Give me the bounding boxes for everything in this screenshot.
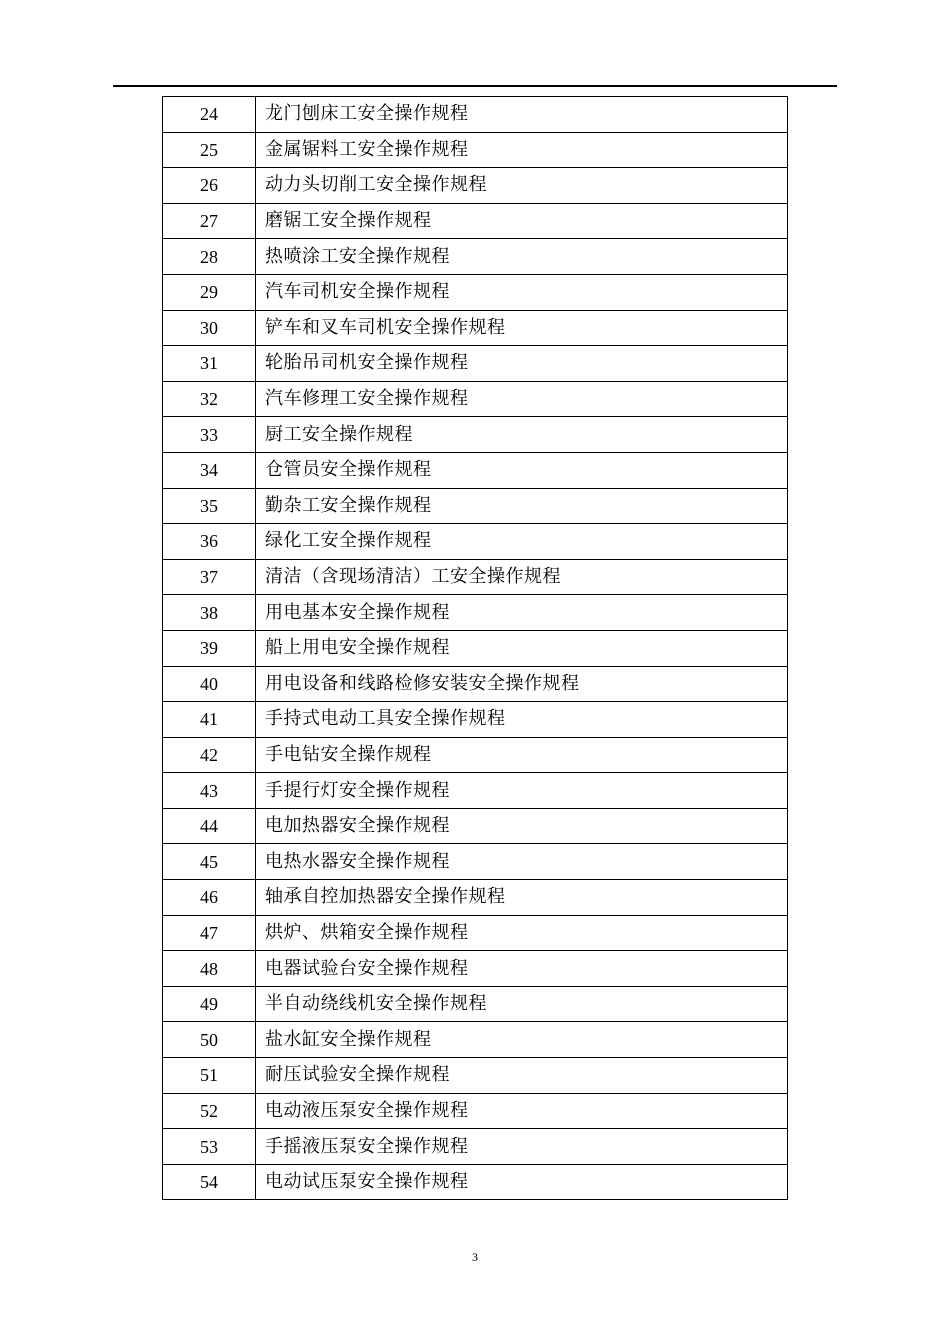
procedure-name: 绿化工安全操作规程 xyxy=(256,524,788,560)
table-row xyxy=(163,452,788,488)
row-number: 38 xyxy=(163,595,256,631)
row-number: 39 xyxy=(163,630,256,666)
row-number: 24 xyxy=(163,97,256,133)
table-row xyxy=(163,239,788,275)
row-number: 34 xyxy=(163,452,256,488)
row-number: 44 xyxy=(163,808,256,844)
row-number: 41 xyxy=(163,702,256,738)
table-row xyxy=(163,274,788,310)
row-number: 42 xyxy=(163,737,256,773)
procedure-name: 动力头切削工安全操作规程 xyxy=(256,168,788,204)
page-number: 3 xyxy=(472,1250,478,1264)
procedure-name: 手摇液压泵安全操作规程 xyxy=(256,1129,788,1165)
table-row xyxy=(163,1129,788,1165)
procedure-name: 手持式电动工具安全操作规程 xyxy=(256,702,788,738)
procedure-name: 手电钻安全操作规程 xyxy=(256,737,788,773)
row-number: 47 xyxy=(163,915,256,951)
table-row xyxy=(163,1093,788,1129)
row-number: 26 xyxy=(163,168,256,204)
header-rule xyxy=(113,85,837,87)
table-row xyxy=(163,808,788,844)
procedure-name: 电加热器安全操作规程 xyxy=(256,808,788,844)
table-row xyxy=(163,737,788,773)
row-number: 52 xyxy=(163,1093,256,1129)
procedure-name: 电器试验台安全操作规程 xyxy=(256,951,788,987)
procedure-name: 勤杂工安全操作规程 xyxy=(256,488,788,524)
table-row xyxy=(163,986,788,1022)
table-row xyxy=(163,880,788,916)
table-row xyxy=(163,381,788,417)
row-number: 50 xyxy=(163,1022,256,1058)
procedure-name: 金属锯料工安全操作规程 xyxy=(256,132,788,168)
procedure-name: 热喷涂工安全操作规程 xyxy=(256,239,788,275)
procedure-name: 磨锯工安全操作规程 xyxy=(256,203,788,239)
procedure-name: 耐压试验安全操作规程 xyxy=(256,1058,788,1094)
procedure-name: 仓管员安全操作规程 xyxy=(256,452,788,488)
row-number: 31 xyxy=(163,346,256,382)
row-number: 53 xyxy=(163,1129,256,1165)
row-number: 25 xyxy=(163,132,256,168)
procedure-name: 电热水器安全操作规程 xyxy=(256,844,788,880)
procedure-name: 电动液压泵安全操作规程 xyxy=(256,1093,788,1129)
table-row xyxy=(163,132,788,168)
procedure-name: 汽车司机安全操作规程 xyxy=(256,274,788,310)
procedure-name: 盐水缸安全操作规程 xyxy=(256,1022,788,1058)
procedure-name: 用电基本安全操作规程 xyxy=(256,595,788,631)
table-row xyxy=(163,559,788,595)
row-number: 40 xyxy=(163,666,256,702)
table-row xyxy=(163,488,788,524)
procedure-name: 半自动绕线机安全操作规程 xyxy=(256,986,788,1022)
row-number: 29 xyxy=(163,274,256,310)
row-number: 54 xyxy=(163,1164,256,1200)
table-row xyxy=(163,524,788,560)
row-number: 51 xyxy=(163,1058,256,1094)
procedure-name: 清洁（含现场清洁）工安全操作规程 xyxy=(256,559,788,595)
table-row xyxy=(163,1022,788,1058)
table-row xyxy=(163,951,788,987)
row-number: 37 xyxy=(163,559,256,595)
table-row xyxy=(163,915,788,951)
procedure-name: 汽车修理工安全操作规程 xyxy=(256,381,788,417)
row-number: 36 xyxy=(163,524,256,560)
row-number: 32 xyxy=(163,381,256,417)
row-number: 49 xyxy=(163,986,256,1022)
table-row xyxy=(163,844,788,880)
table-row xyxy=(163,203,788,239)
table-row xyxy=(163,1058,788,1094)
procedure-name: 电动试压泵安全操作规程 xyxy=(256,1164,788,1200)
table-row xyxy=(163,702,788,738)
table-row xyxy=(163,168,788,204)
procedure-name: 轮胎吊司机安全操作规程 xyxy=(256,346,788,382)
procedure-name: 龙门刨床工安全操作规程 xyxy=(256,97,788,133)
procedure-name: 手提行灯安全操作规程 xyxy=(256,773,788,809)
procedure-name: 轴承自控加热器安全操作规程 xyxy=(256,880,788,916)
row-number: 35 xyxy=(163,488,256,524)
procedure-table-body xyxy=(163,97,788,1200)
table-row xyxy=(163,97,788,133)
procedure-name: 厨工安全操作规程 xyxy=(256,417,788,453)
table-row xyxy=(163,1164,788,1200)
procedure-name: 用电设备和线路检修安装安全操作规程 xyxy=(256,666,788,702)
row-number: 28 xyxy=(163,239,256,275)
row-number: 27 xyxy=(163,203,256,239)
row-number: 33 xyxy=(163,417,256,453)
procedure-table xyxy=(162,96,788,1200)
table-row xyxy=(163,630,788,666)
table-row xyxy=(163,595,788,631)
table-row xyxy=(163,666,788,702)
row-number: 43 xyxy=(163,773,256,809)
table-row xyxy=(163,310,788,346)
row-number: 48 xyxy=(163,951,256,987)
row-number: 30 xyxy=(163,310,256,346)
row-number: 45 xyxy=(163,844,256,880)
procedure-name: 铲车和叉车司机安全操作规程 xyxy=(256,310,788,346)
procedure-name: 烘炉、烘箱安全操作规程 xyxy=(256,915,788,951)
table-row xyxy=(163,773,788,809)
table-row xyxy=(163,346,788,382)
row-number: 46 xyxy=(163,880,256,916)
procedure-name: 船上用电安全操作规程 xyxy=(256,630,788,666)
table-row xyxy=(163,417,788,453)
